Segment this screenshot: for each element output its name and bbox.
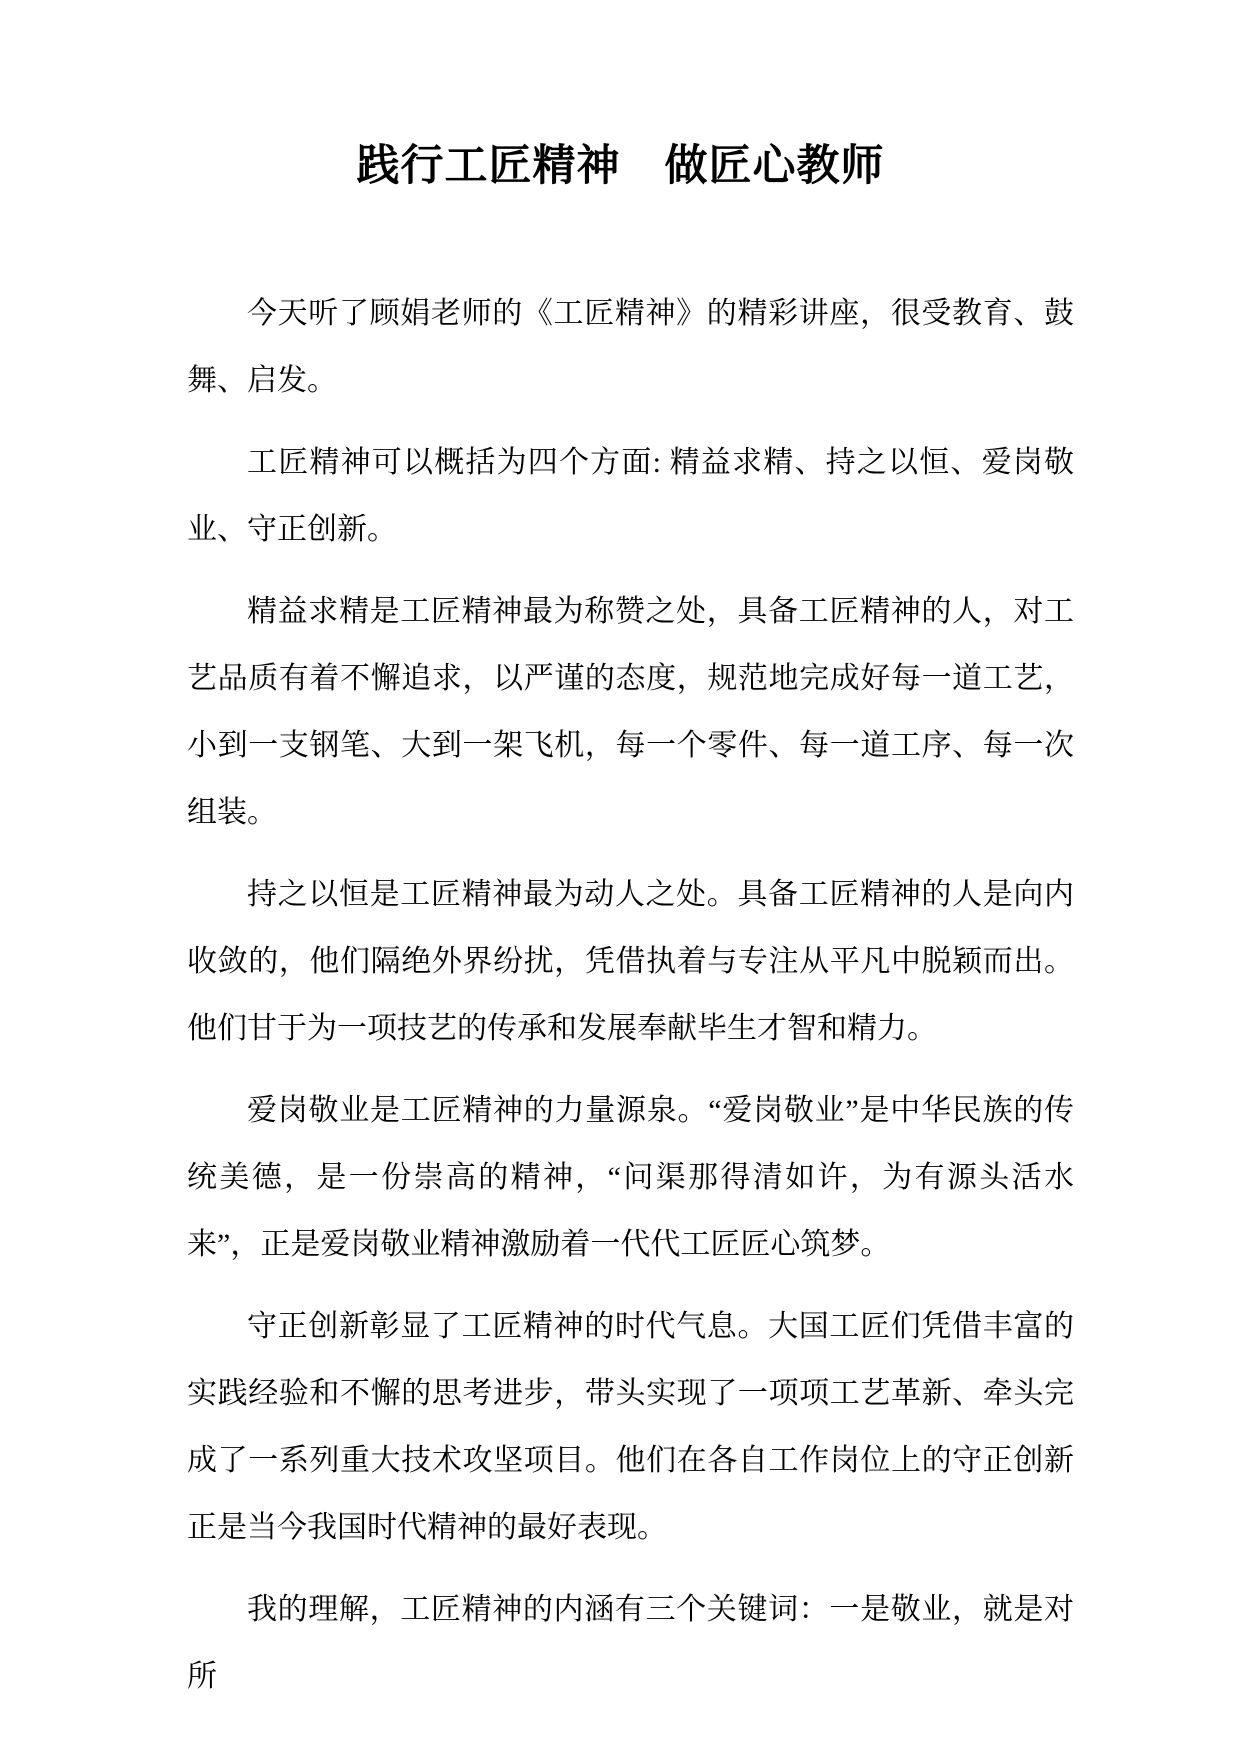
paragraph-aigangjingye: 爱岗敬业是工匠精神的力量源泉。“爱岗敬业”是中华民族的传统美德，是一份崇高的精神，“问渠那得清如许，为有源头活水来”，正是爱岗敬业精神激励着一代代工匠匠心筑梦。 — [187, 1094, 1074, 1261]
paragraph-my-understanding: 我的理解，工匠精神的内涵有三个关键词：一是敬业，就是对所 — [187, 1593, 1074, 1693]
paragraph-shouzhengchuangxin: 守正创新彰显了工匠精神的时代气息。大国工匠们凭借丰富的实践经验和不懈的思考进步，带头实现了一项项工艺革新、牵头完成了一系列重大技术攻坚项目。他们在各自工作岗位上的守正创新正是当今我国时代精神的最好表现。 — [187, 1310, 1074, 1544]
paragraph-jingyiqiujing: 精益求精是工匠精神最为称赞之处，具备工匠精神的人，对工艺品质有着不懈追求，以严谨的态度，规范地完成好每一道工艺，小到一支钢笔、大到一架飞机，每一个零件、每一道工序、每一次组装。 — [187, 595, 1074, 829]
document-body — [187, 280, 1074, 1710]
paragraph-intro: 今天听了顾娟老师的《工匠精神》的精彩讲座，很受教育、鼓舞、启发。 — [187, 297, 1074, 397]
document-title: 践行工匠精神 做匠心教师 — [356, 143, 885, 190]
paragraph-four-aspects: 工匠精神可以概括为四个方面: 精益求精、持之以恒、爱岗敬业、守正创新。 — [187, 446, 1074, 546]
paragraph-chizhiyiheng: 持之以恒是工匠精神最为动人之处。具备工匠精神的人是向内收敛的，他们隔绝外界纷扰，凭借执着与专注从平凡中脱颖而出。他们甘于为一项技艺的传承和发展奉献毕生才智和精力。 — [187, 878, 1074, 1045]
